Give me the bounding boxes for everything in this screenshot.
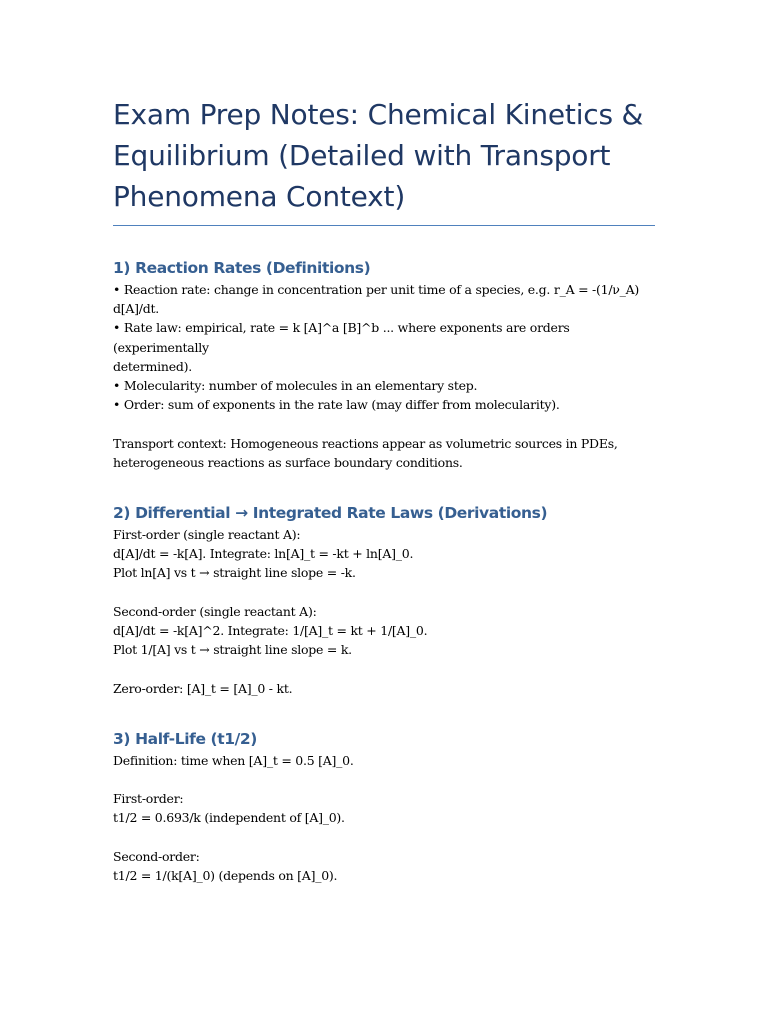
- text-line: determined).: [113, 358, 192, 374]
- section-body-reaction-rates: [113, 280, 655, 472]
- blank-line: [113, 659, 655, 678]
- text-line: heterogeneous reactions as surface boundary conditions.: [113, 454, 463, 470]
- section-heading-half-life: 3) Half-Life (t1/2): [113, 729, 257, 748]
- text-line: • Molecularity: number of molecules in an elementary step.: [113, 378, 478, 394]
- blank-line: [113, 414, 655, 433]
- text-line: Plot ln[A] vs t → straight line slope = -k.: [113, 565, 356, 581]
- text-line: Definition: time when [A]_t = 0.5 [A]_0.: [113, 752, 354, 768]
- blank-line: [113, 828, 655, 847]
- text-line: t1/2 = 0.693/k (independent of [A]_0).: [113, 810, 345, 826]
- text-line: Zero-order: [A]_t = [A]_0 - kt.: [113, 680, 293, 696]
- text-line: t1/2 = 1/(k[A]_0) (depends on [A]_0).: [113, 868, 338, 883]
- text-line: d[A]/dt.: [113, 301, 159, 317]
- blank-line: [113, 770, 655, 789]
- text-line: Second-order (single reactant A):: [113, 603, 317, 619]
- document-content: [113, 94, 655, 885]
- section-body-rate-laws: [113, 525, 655, 698]
- text-line: d[A]/dt = -k[A]^2. Integrate: 1/[A]_t = kt + 1/[A]_0.: [113, 623, 428, 639]
- text-line: d[A]/dt = -k[A]. Integrate: ln[A]_t = -kt + ln[A]_0.: [113, 546, 414, 562]
- text-line: Transport context: Homogeneous reactions appear as volumetric sources in PDEs,: [113, 435, 618, 451]
- section-body-half-life: [113, 751, 655, 885]
- text-line: First-order (single reactant A):: [113, 527, 301, 543]
- text-line: • Reaction rate: change in concentration per unit time of a species, e.g. r_A = -(1/ν_A): [113, 282, 640, 297]
- section-heading-rate-laws: 2) Differential → Integrated Rate Laws (Derivations): [113, 504, 548, 523]
- text-line: First-order:: [113, 791, 184, 807]
- text-line: Plot 1/[A] vs t → straight line slope = k.: [113, 642, 352, 658]
- blank-line: [113, 583, 655, 602]
- text-line: • Order: sum of exponents in the rate law (may differ from molecularity).: [113, 397, 560, 413]
- text-line: • Rate law: empirical, rate = k [A]^a [B]^b ... where exponents are orders (experimentally: [113, 320, 574, 355]
- document-title: Exam Prep Notes: Chemical Kinetics & Equilibrium (Detailed with Transport Phenomena Context): [113, 94, 655, 226]
- section-heading-reaction-rates: 1) Reaction Rates (Definitions): [113, 259, 371, 277]
- text-line: Second-order:: [113, 848, 200, 864]
